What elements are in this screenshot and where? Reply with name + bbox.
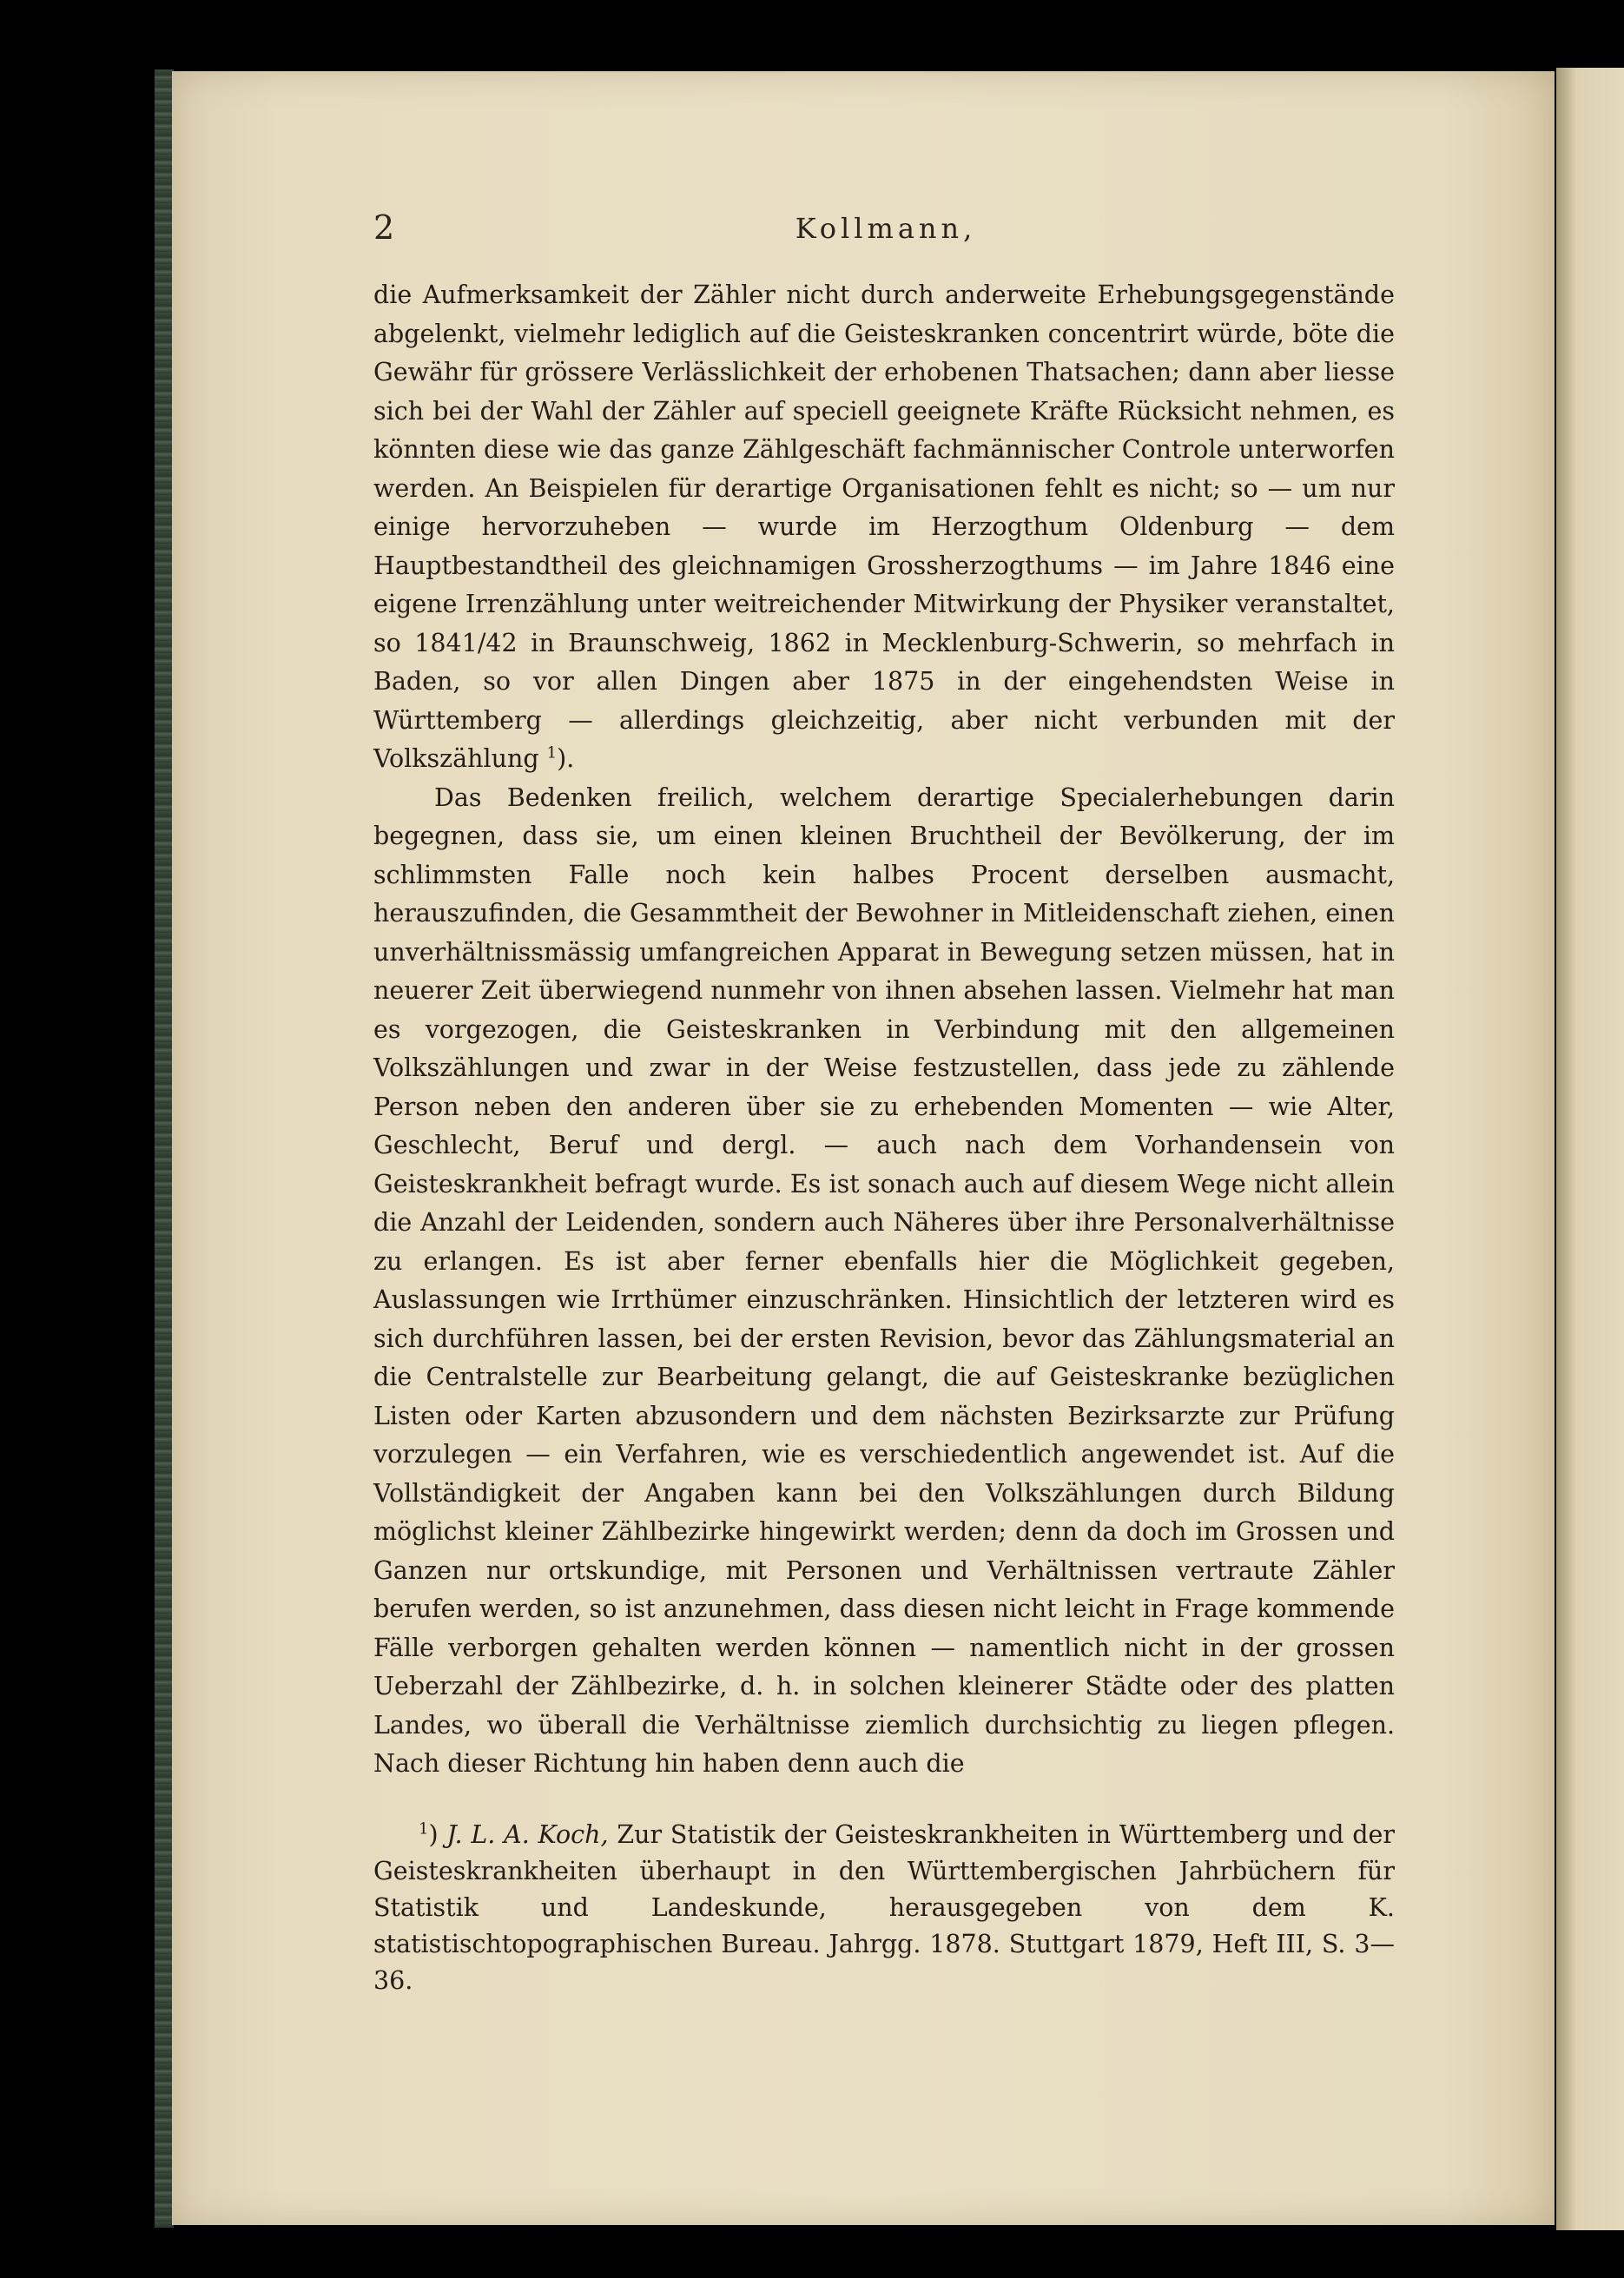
book-spine <box>155 69 174 2228</box>
paragraph-text: Das Bedenken freilich, welchem derartige Specialerhebungen darin begegnen, dass sie, um einen kleinen Bruchtheil der Bevölkerung, der im schlimmsten Falle noch kein halbes Procent derselben ausmacht, herauszufinden, die Gesammtheit der Bewohner in Mitleidenschaft ziehen, einen unverhältnissmässig umfangreichen Apparat in Bewegung setzen müssen, hat in neuerer Zeit überwiegend nunmehr von ihnen absehen lassen. Vielmehr hat man es vorgezogen, die Geisteskranken in Verbindung mit den allgemeinen Volkszählungen und zwar in der Weise festzustellen, dass jede zu zählende Person neben den anderen über sie zu erhebenden Momenten — wie Alter, Geschlecht, Beruf und dergl. — auch nach dem Vorhandensein von Geisteskrankheit befragt wurde. Es ist sonach auch auf diesem Wege nicht allein die Anzahl der Leidenden, sondern auch Näheres über ihre Personalverhältnisse zu erlangen. Es ist aber ferner ebenfalls hier die Möglichkeit gegeben, Auslassungen wie Irrthümer einzuschränken. Hinsichtlich der letzteren wird es sich durchführen lassen, bei der ersten Revision, bevor das Zählungsmaterial an die Centralstelle zur Bearbeitung gelangt, die auf Geisteskranke bezüglichen Listen oder Karten abzusondern und dem nächsten Bezirksarzte zur Prüfung vorzulegen — ein Verfahren, wie es verschiedentlich angewendet ist. Auf die Vollständigkeit der Angaben kann bei den Volkszählungen durch Bildung möglichst kleiner Zählbezirke hingewirkt werden; denn da doch im Grossen und Ganzen nur ortskundige, mit Personen und Verhältnissen vertraute Zähler berufen werden, so ist anzunehmen, dass diesen nicht leicht in Frage kommende Fälle verborgen gehalten werden können — namentlich nicht in der grossen Ueberzahl der Zählbezirke, d. h. in solchen kleinerer Städte oder des platten Landes, wo überall die Verhältnisse ziemlich durchsichtig zu liegen pflegen. Nach dieser Richtung hin haben denn auch die <box>373 782 1395 1778</box>
page-header <box>373 208 1398 252</box>
footnote-marker: 1 <box>419 1819 429 1839</box>
footnote-reference[interactable]: 1 <box>546 743 558 763</box>
footnote <box>373 1817 1395 1999</box>
paragraph <box>373 276 1395 779</box>
body-text <box>373 276 1395 1784</box>
footnote-text: Zur Statistik der Geisteskrankheiten in Württemberg und der Geisteskrankheiten überhaupt in den Württembergischen Jahrbüchern für Statistik und Landeskunde, herausgegeben von dem K. statistischtopographischen Bureau. Jahrgg. 1878. Stuttgart 1879, Heft III, S. 3—36. <box>373 1820 1396 1995</box>
footnote-reference-suffix: ). <box>557 744 575 773</box>
footnotes <box>373 1817 1395 1999</box>
paragraph-text: die Aufmerksamkeit der Zähler nicht durch anderweite Erhebungsgegenstände abgelenkt, vielmehr lediglich auf die Geisteskranken concentrirt würde, böte die Gewähr für grössere Verlässlichkeit der erhobenen Thatsachen; dann aber liesse sich bei der Wahl der Zähler auf speciell geeignete Kräfte Rücksicht nehmen, es könnten diese wie das ganze Zählgeschäft fachmännischer Controle unterworfen werden. An Beispielen für derartige Organisationen fehlt es nicht; so — um nur einige hervorzuheben — wurde im Herzogthum Oldenburg — dem Hauptbestandtheil des gleichnamigen Grossherzogthums — im Jahre 1846 eine eigene Irrenzählung unter weitreichender Mitwirkung der Physiker veranstaltet, so 1841/42 in Braunschweig, 1862 in Mecklenburg-Schwerin, so mehrfach in Baden, so vor allen Dingen aber 1875 in der eingehendsten Weise in Württemberg — allerdings gleichzeitig, aber nicht verbunden mit der Volkszählung <box>373 281 1395 773</box>
footnote-marker-suffix: ) <box>428 1820 439 1849</box>
page-number: 2 <box>373 208 395 247</box>
running-head: Kollmann, <box>795 212 977 245</box>
footnote-author: J. L. A. Koch, <box>446 1820 609 1849</box>
paragraph <box>373 779 1395 1784</box>
adjacent-page-edge <box>1556 68 1624 2230</box>
